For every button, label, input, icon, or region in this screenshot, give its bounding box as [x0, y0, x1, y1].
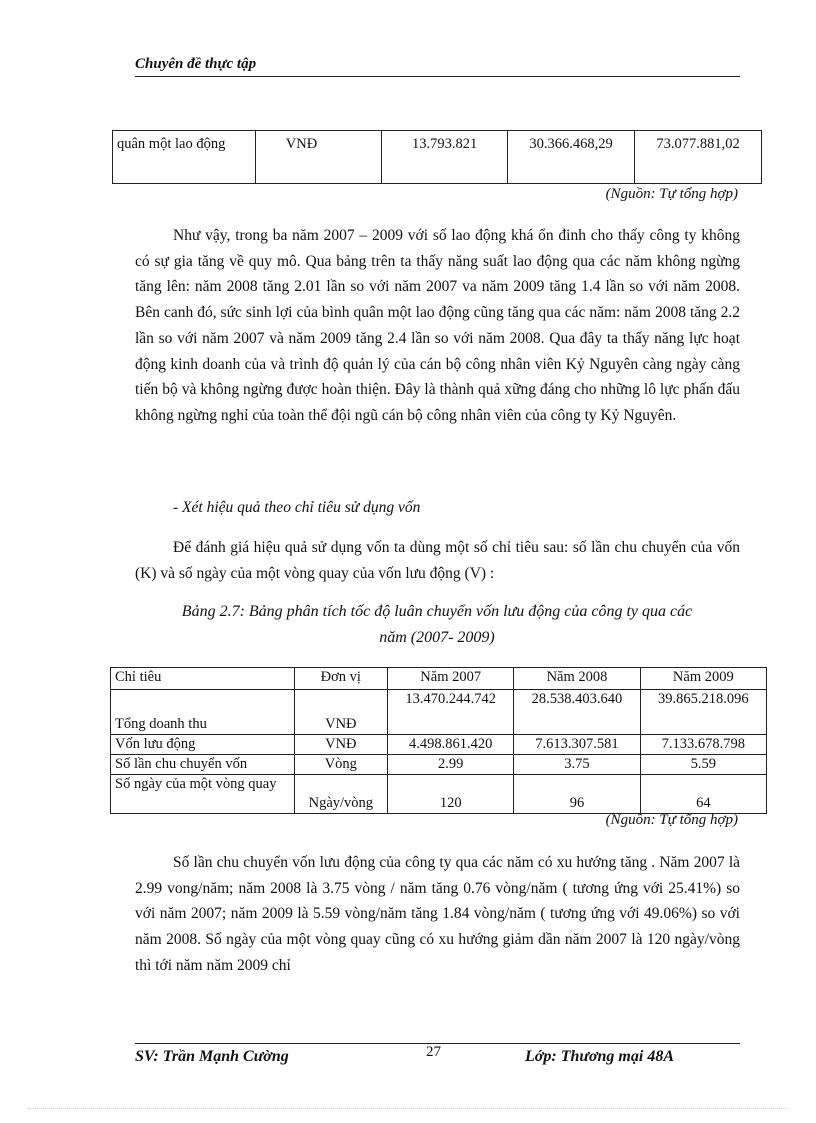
- caption-line: năm (2007- 2009): [379, 629, 495, 646]
- page-footer: [135, 1043, 740, 1070]
- table-cell: 13.470.244.742: [388, 690, 514, 735]
- table-row: [111, 755, 767, 775]
- table-cell: 64: [640, 775, 766, 814]
- continuation-table: [112, 130, 762, 184]
- table-cell: 39.865.218.096: [640, 690, 766, 735]
- table-cell: Số lần chu chuyển vốn: [111, 755, 295, 775]
- capital-turnover-table: [110, 667, 767, 814]
- table-cell: 73.077.881,02: [635, 131, 762, 184]
- table-row: [111, 690, 767, 735]
- table-cell: Tổng doanh thu: [111, 690, 295, 735]
- table-cell: 120: [388, 775, 514, 814]
- table-cell: 2.99: [388, 755, 514, 775]
- column-header: Chỉ tiêu: [111, 668, 295, 690]
- table-cell: quân một lao động: [113, 131, 256, 184]
- table-cell: VNĐ: [255, 131, 381, 184]
- table-row: [113, 131, 762, 184]
- column-header: Năm 2009: [640, 668, 766, 690]
- table-cell: Vốn lưu động: [111, 735, 295, 755]
- table-row: [111, 735, 767, 755]
- page-edge-divider: [28, 1108, 788, 1109]
- table-cell: 5.59: [640, 755, 766, 775]
- column-header: Năm 2007: [388, 668, 514, 690]
- table-cell: Ngày/vòng: [294, 775, 387, 814]
- table-cell: VNĐ: [294, 690, 387, 735]
- page-number: 27: [426, 1044, 441, 1060]
- table-cell: 28.538.403.640: [514, 690, 640, 735]
- footer-class: Lớp: Thương mại 48A: [525, 1048, 674, 1065]
- table-cell: 3.75: [514, 755, 640, 775]
- source-note: (Nguồn: Tự tổng hợp): [605, 812, 738, 828]
- table-cell: 30.366.468,29: [508, 131, 635, 184]
- paragraph: Để đánh giá hiệu quả sử dụng vốn ta dùng một số chỉ tiêu sau: số lần chu chuyển của vốn (K) và số ngày của một vòng quay của vốn lưu động (V) :: [135, 539, 740, 582]
- table-header-row: [111, 668, 767, 690]
- table-cell: 7.613.307.581: [514, 735, 640, 755]
- bullet-heading: - Xét hiệu quả theo chỉ tiêu sử dụng vốn: [173, 499, 421, 516]
- table-cell: 4.498.861.420: [388, 735, 514, 755]
- footer-student: SV: Trần Mạnh Cường: [135, 1048, 289, 1065]
- column-header: Đơn vị: [294, 668, 387, 690]
- table-cell: Số ngày của một vòng quay: [111, 775, 295, 814]
- page-header: [135, 56, 740, 77]
- table-row: [111, 775, 767, 814]
- source-note: (Nguồn: Tự tổng hợp): [605, 186, 738, 202]
- header-title: Chuyên đề thực tập: [135, 56, 257, 72]
- paragraph: Như vậy, trong ba năm 2007 – 2009 với số lao động khá ổn đinh cho thấy công ty không có sự gia tăng về quy mô. Qua bảng trên ta thấy năng suất lao động qua các năm không ngừng tăng lên: năm 2008 tăng 2.01 lần so với năm 2007 va năm 2009 tăng 1.4 lần so với năm 2008. Bên canh đó, sức sinh lợi của bình quân một lao động cũng tăng qua các năm: năm 2008 tăng 2.2 lần so với năm 2007 và năm 2009 tăng 2.4 lần so với năm 2008. Qua đây ta thấy năng lực hoạt động kinh doanh của và trình độ quản lý của cán bộ công nhân viên Kỷ Nguyên càng ngày càng tiến bộ và không ngừng được hoàn thiện. Đây là thành quả xững đáng cho những lô lực phấn đấu không ngừng nghỉ của toàn thể đội ngũ cán bộ công nhân viên của công ty Kỷ Nguyên.: [135, 227, 740, 424]
- table-cell: Vòng: [294, 755, 387, 775]
- paragraph: Số lần chu chuyển vốn lưu động của công ty qua các năm có xu hướng tăng . Năm 2007 là 2.99 vong/năm; năm 2008 là 3.75 vòng / năm tăng 0.76 vòng/năm ( tương ứng với 25.41%) so với năm 2007; năm 2009 là 5.59 vòng/năm tăng 1.84 vòng/năm ( tương ứng với 49.06%) so với năm 2008. Số ngày của một vòng quay cũng có xu hướng giảm dần năm 2007 là 120 ngày/vòng thì tới năm năm 2009 chỉ: [135, 854, 740, 974]
- table-cell: VNĐ: [294, 735, 387, 755]
- caption-line: Bảng 2.7: Bảng phân tích tốc độ luân chuyển vốn lưu động của công ty qua các: [181, 603, 693, 620]
- table-cell: 96: [514, 775, 640, 814]
- table-caption: [112, 599, 762, 651]
- table-cell: 13.793.821: [382, 131, 508, 184]
- table-cell: 7.133.678.798: [640, 735, 766, 755]
- column-header: Năm 2008: [514, 668, 640, 690]
